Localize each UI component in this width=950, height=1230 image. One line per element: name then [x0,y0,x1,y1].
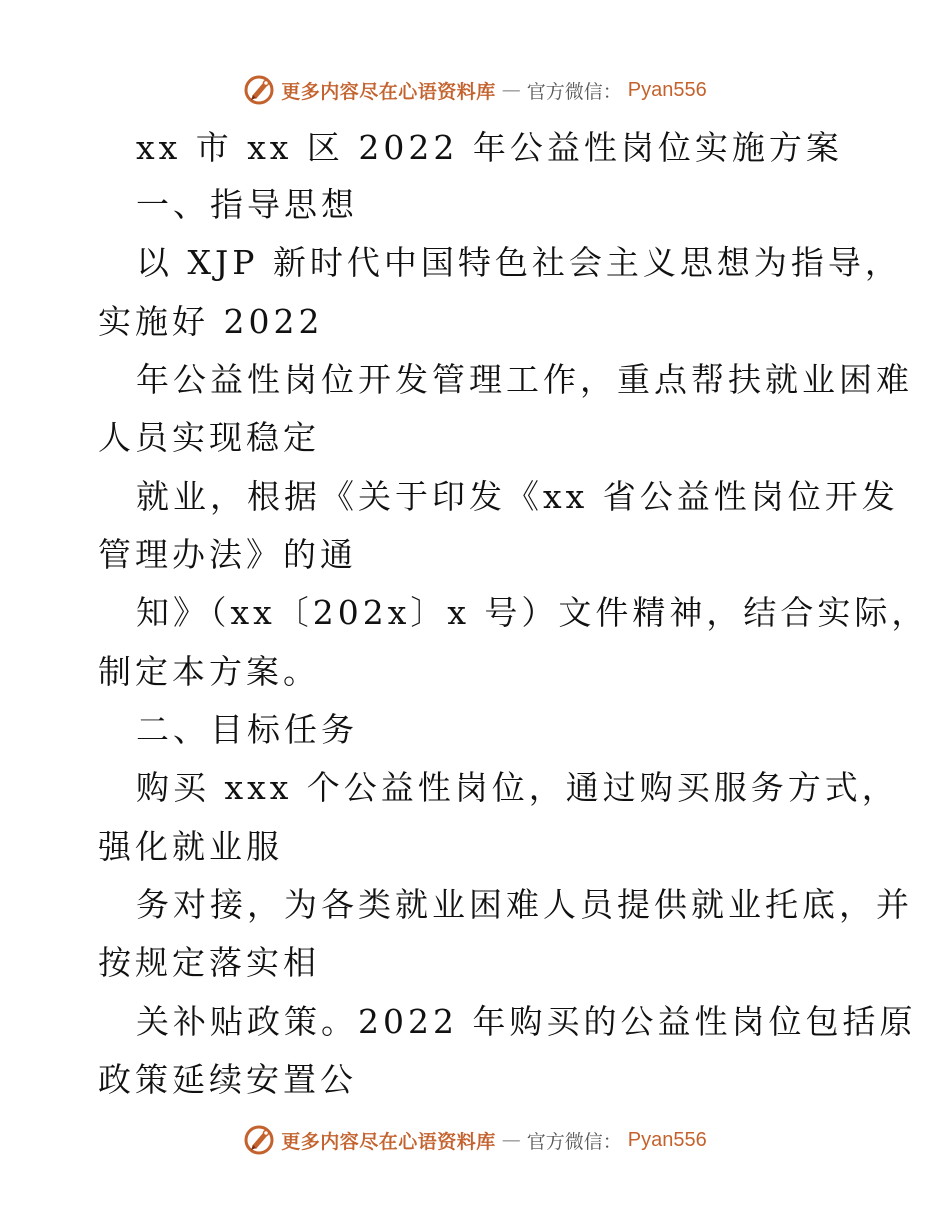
section-heading: 二、目标任务 [136,710,358,749]
paragraph-line: 强化就业服 [98,827,283,866]
banner-slogan: 更多内容尽在心语资料库 [281,80,496,103]
banner-wechat-label: 官方微信： [526,1130,622,1153]
paragraph-line: 实施好 2022 [98,302,324,341]
paragraph-line: 以 XJP 新时代中国特色社会主义思想为指导， [136,243,902,282]
paragraph-line: 制定本方案。 [98,652,320,691]
paragraph-line: 人员实现稳定 [98,418,320,457]
paragraph-line: 年公益性岗位开发管理工作，重点帮扶就业困难 [136,360,913,399]
banner-wechat-label: 官方微信： [526,80,622,103]
paragraph-line: 管理办法》的通 [98,535,357,574]
footer-banner [0,1120,950,1160]
paragraph-line: 就业，根据《关于印发《xx 省公益性岗位开发 [136,477,899,516]
paragraph-line: 购买 xxx 个公益性岗位，通过购买服务方式， [136,768,899,807]
banner-dash: — [501,1129,521,1151]
banner-dash: — [501,79,521,101]
pen-stamp-icon [243,74,275,106]
paragraph-line: 关补贴政策。2022 年购买的公益性岗位包括原 [136,1002,917,1041]
section-heading: 一、指导思想 [136,185,358,224]
banner-wechat-id: Pyan556 [627,1128,707,1151]
paragraph-line: 知》（xx〔202x〕x 号）文件精神，结合实际， [136,593,929,632]
banner-wechat-id: Pyan556 [627,78,707,101]
paragraph-line: 按规定落实相 [98,943,320,982]
pen-stamp-icon [243,1124,275,1156]
paragraph-line: 务对接，为各类就业困难人员提供就业托底，并 [136,885,913,924]
document-title: xx 市 xx 区 2022 年公益性岗位实施方案 [136,128,843,167]
banner-slogan: 更多内容尽在心语资料库 [281,1130,496,1153]
header-banner [0,70,950,110]
paragraph-line: 政策延续安置公 [98,1060,357,1099]
